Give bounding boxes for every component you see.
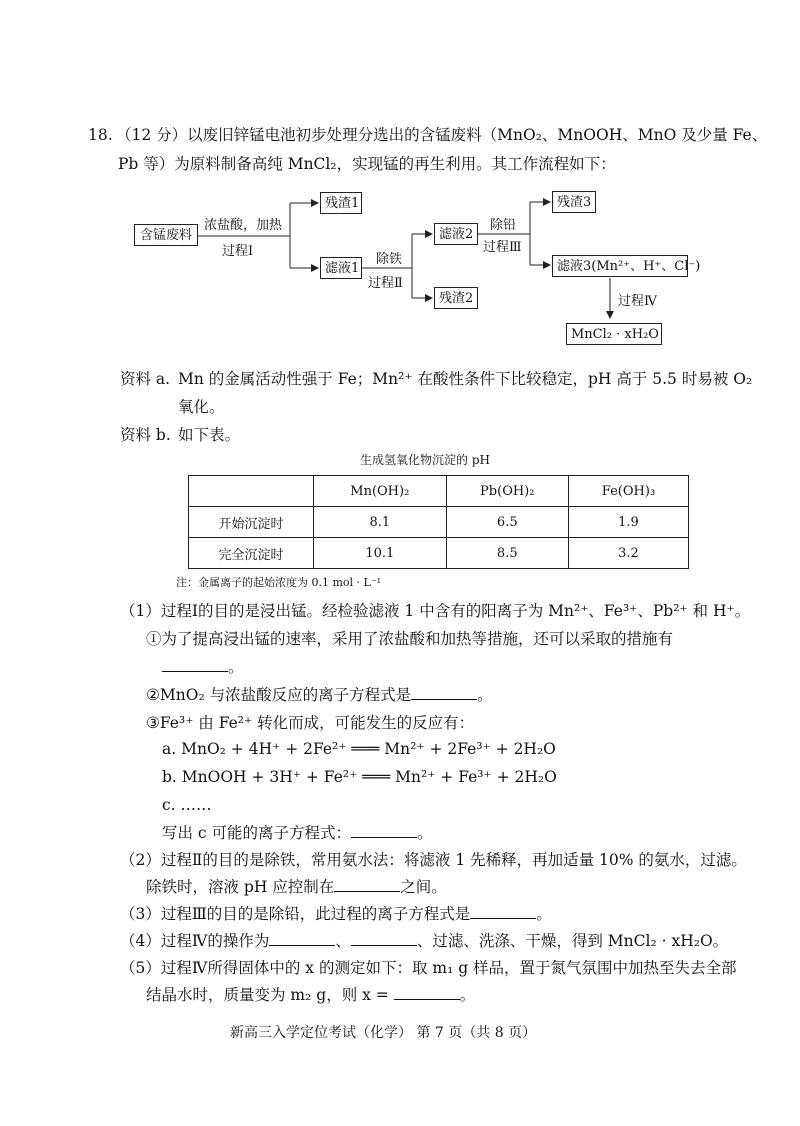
question-intro-line2: Pb 等）为原料制备高纯 MnCl₂，实现锰的再生利用。其工作流程如下： xyxy=(118,155,616,173)
table-cell: 6.5 xyxy=(446,507,568,538)
answer-blank[interactable] xyxy=(470,904,536,919)
page-footer: 新高三入学定位考试（化学） 第 7 页（共 8 页） xyxy=(230,1025,537,1041)
table-header-cell: Pb(OH)₂ xyxy=(446,476,568,507)
flow-filtrate2-box: 滤液2 xyxy=(434,223,478,245)
part1-q2: ②MnO₂ 与浓盐酸反应的离子方程式是 。 xyxy=(146,686,493,704)
reaction-a: a. MnO₂ + 4H⁺ + 2Fe²⁺ ═══ Mn²⁺ + 2Fe³⁺ + 2H₂O xyxy=(162,740,556,758)
flow-step4-label: 过程Ⅳ xyxy=(618,294,657,309)
material-a-line1: Mn 的金属活动性强于 Fe；Mn²⁺ 在酸性条件下比较稳定，pH 高于 5.5 时易被 O₂ xyxy=(178,370,753,388)
flow-step2-label: 过程Ⅱ xyxy=(368,276,403,291)
table-cell: 1.9 xyxy=(568,507,688,538)
part3-text: （3）过程Ⅲ的目的是除铅，此过程的离子方程式是 。 xyxy=(120,905,552,923)
part1-q3: ③Fe³⁺ 由 Fe²⁺ 转化而成，可能发生的反应有： xyxy=(146,714,475,732)
flow-product-box: MnCl₂ · xH₂O xyxy=(566,323,662,345)
flow-residue3-box: 残渣3 xyxy=(552,191,596,213)
table-cell: 8.5 xyxy=(446,538,568,569)
flow-step3-condition: 除铅 xyxy=(490,218,517,233)
table-cell: 开始沉淀时 xyxy=(189,507,314,538)
flow-start-box: 含锰废料 xyxy=(134,224,198,246)
reaction-b: b. MnOOH + 3H⁺ + Fe²⁺ ═══ Mn²⁺ + Fe³⁺ + 2H₂O xyxy=(162,768,557,786)
table-cell: 8.1 xyxy=(314,507,447,538)
flow-filtrate1-box: 滤液1 xyxy=(320,257,362,279)
flow-step3-label: 过程Ⅲ xyxy=(483,240,522,255)
question-intro-line1: （12 分）以废旧锌锰电池初步处理分选出的含锰废料（MnO₂、MnOOH、MnO 及少量 Fe、 xyxy=(116,126,768,144)
ph-table xyxy=(188,475,689,569)
material-b-text: 如下表。 xyxy=(178,426,241,444)
answer-blank[interactable] xyxy=(351,823,417,838)
table-header-cell xyxy=(189,476,314,507)
table-header-row xyxy=(189,476,689,507)
material-a-label: 资料 a. xyxy=(120,370,171,388)
part1-text: （1）过程Ⅰ的目的是浸出锰。经检验滤液 1 中含有的阳离子为 Mn²⁺、Fe³⁺、Pb²⁺ 和 H⁺。 xyxy=(120,602,751,620)
flow-step1-condition: 浓盐酸，加热 xyxy=(204,218,283,233)
answer-blank[interactable] xyxy=(334,877,400,892)
material-a-line2: 氧化。 xyxy=(178,398,225,416)
table-cell: 10.1 xyxy=(314,538,447,569)
table-row xyxy=(189,507,689,538)
answer-blank[interactable] xyxy=(269,931,335,946)
answer-blank[interactable] xyxy=(411,685,477,700)
table-row xyxy=(189,538,689,569)
table-title: 生成氢氧化物沉淀的 pH xyxy=(360,453,490,467)
answer-blank[interactable] xyxy=(394,985,460,1000)
table-cell: 3.2 xyxy=(568,538,688,569)
table-note: 注：金属离子的起始浓度为 0.1 mol · L⁻¹ xyxy=(176,576,382,589)
part5-line2: 结晶水时，质量变为 m₂ g，则 x = 。 xyxy=(146,986,476,1004)
part1-q1-line2: 。 xyxy=(162,656,244,678)
part5-line1: （5）过程Ⅳ所得固体中的 x 的测定如下：取 m₁ g 样品，置于氮气氛围中加热至失去全部 xyxy=(120,959,737,977)
part2-line2: 除铁时，溶液 pH 应控制在 之间。 xyxy=(146,878,447,896)
table-header-cell: Fe(OH)₃ xyxy=(568,476,688,507)
flow-residue2-box: 残渣2 xyxy=(434,287,478,309)
flow-filtrate3-box: 滤液3(Mn²⁺、H⁺、Cl⁻) xyxy=(552,255,688,277)
reaction-c: c. …… xyxy=(162,796,212,814)
table-header-cell: Mn(OH)₂ xyxy=(314,476,447,507)
answer-blank[interactable] xyxy=(351,931,417,946)
flow-step1-label: 过程Ⅰ xyxy=(222,244,254,259)
part1-q1-line1: ①为了提高浸出锰的速率，采用了浓盐酸和加热等措施，还可以采取的措施有 xyxy=(146,630,674,648)
flow-residue1-box: 残渣1 xyxy=(320,192,362,214)
answer-blank[interactable] xyxy=(162,657,228,672)
material-b-label: 资料 b. xyxy=(120,426,171,444)
flow-step2-condition: 除铁 xyxy=(376,252,403,267)
part4-text: （4）过程Ⅳ的操作为 、 、过滤、洗涤、干燥，得到 MnCl₂ · xH₂O。 xyxy=(120,932,729,950)
table-cell: 完全沉淀时 xyxy=(189,538,314,569)
part2-line1: （2）过程Ⅱ的目的是除铁，常用氨水法：将滤液 1 先稀释，再加适量 10% 的氨水，过滤。 xyxy=(120,851,747,869)
part1-write-c: 写出 c 可能的离子方程式： 。 xyxy=(162,824,433,842)
flowchart-arrows xyxy=(0,0,800,360)
question-number: 18. xyxy=(88,126,113,144)
